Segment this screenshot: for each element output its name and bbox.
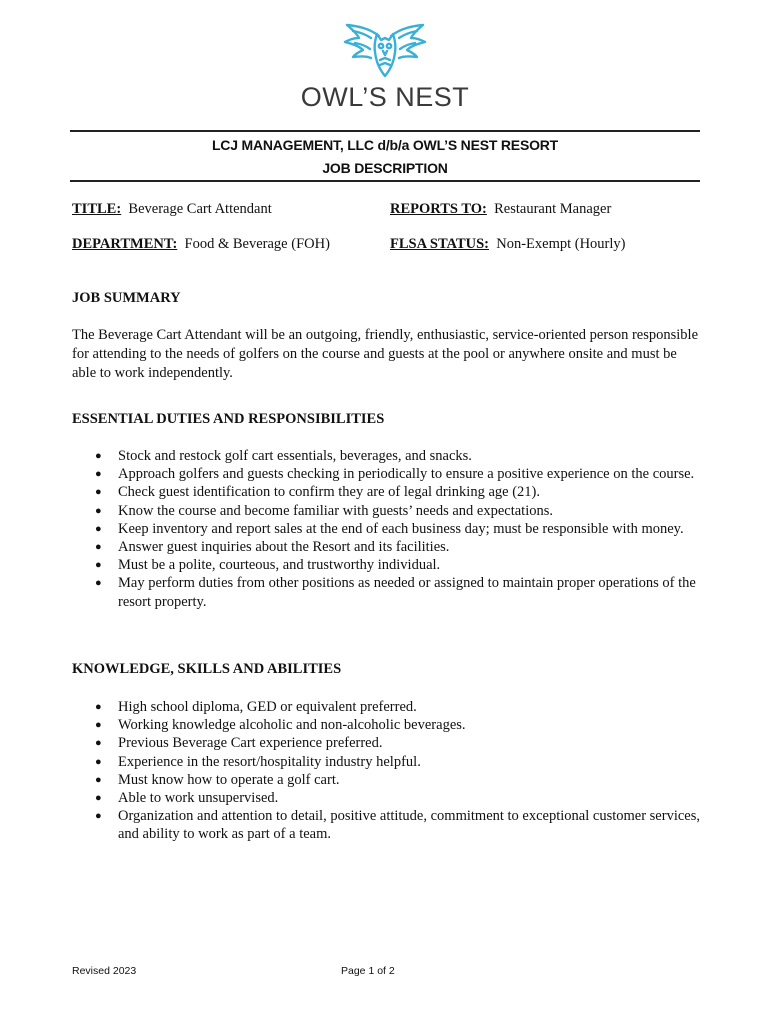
department-value: Food & Beverage (FOH) [184, 236, 330, 252]
company-name: LCJ MANAGEMENT, LLC d/b/a OWL’S NEST RESORT [211, 137, 559, 153]
document-header [70, 130, 700, 182]
skills-list [72, 698, 702, 844]
duties-list [72, 447, 702, 611]
list-item: ● Know the course and become familiar with guests’ needs and expectations. [95, 502, 553, 519]
list-item: ● Previous Beverage Cart experience preferred. [95, 735, 383, 752]
department-field [72, 236, 330, 253]
list-item: ● High school diploma, GED or equivalent preferred. [95, 699, 417, 715]
list-item: ● Answer guest inquiries about the Resort and its facilities. [95, 539, 450, 556]
document-title: JOB DESCRIPTION [322, 160, 448, 176]
list-item: ● Approach golfers and guests checking in periodically to ensure a positive experience on the course. [95, 466, 695, 483]
list-item: ● May perform duties from other positions as needed or assigned to maintain proper operations of the resort property. [95, 575, 696, 610]
list-item: ● Must be a polite, courteous, and trustworthy individual. [95, 557, 441, 574]
department-label: DEPARTMENT: [72, 236, 178, 252]
flsa-status-field [390, 236, 626, 253]
list-item: ● Stock and restock golf cart essentials, beverages, and snacks. [95, 448, 472, 464]
flsa-status-value: Non-Exempt (Hourly) [496, 236, 626, 252]
list-item: ● Check guest identification to confirm they are of legal drinking age (21). [95, 484, 540, 501]
page-number: Page 1 of 2 [341, 965, 395, 977]
duties-heading: ESSENTIAL DUTIES AND RESPONSIBILITIES [72, 411, 385, 427]
title-value: Beverage Cart Attendant [128, 201, 272, 217]
reports-to-label: REPORTS TO: [390, 201, 487, 217]
title-field [72, 201, 272, 218]
title-label: TITLE: [72, 201, 122, 217]
reports-to-field [390, 201, 611, 218]
logo-wordmark: OWL’S NEST [300, 82, 470, 112]
list-item: ● Working knowledge alcoholic and non-alcoholic beverages. [95, 717, 466, 734]
job-summary-text: The Beverage Cart Attendant will be an outgoing, friendly, enthusiastic, service-oriented person responsible for attending to the needs of golfers on the course and guests at the pool or anywhere onsite and must be able to work independently. [72, 327, 698, 381]
company-logo [0, 22, 770, 113]
flsa-status-label: FLSA STATUS: [390, 236, 489, 252]
skills-heading: KNOWLEDGE, SKILLS AND ABILITIES [72, 661, 342, 677]
job-summary-heading: JOB SUMMARY [72, 290, 181, 306]
revised-date: Revised 2023 [72, 965, 137, 977]
list-item: ● Must know how to operate a golf cart. [95, 771, 340, 788]
list-item: ● Organization and attention to detail, positive attitude, commitment to exceptional customer services, and ability to work as part of a team. [95, 808, 700, 843]
reports-to-value: Restaurant Manager [494, 201, 612, 217]
list-item: ● Experience in the resort/hospitality industry helpful. [95, 753, 421, 770]
list-item: ● Able to work unsupervised. [95, 790, 279, 807]
owl-icon [339, 22, 431, 80]
list-item: ● Keep inventory and report sales at the end of each business day; must be responsible with money. [95, 520, 684, 537]
